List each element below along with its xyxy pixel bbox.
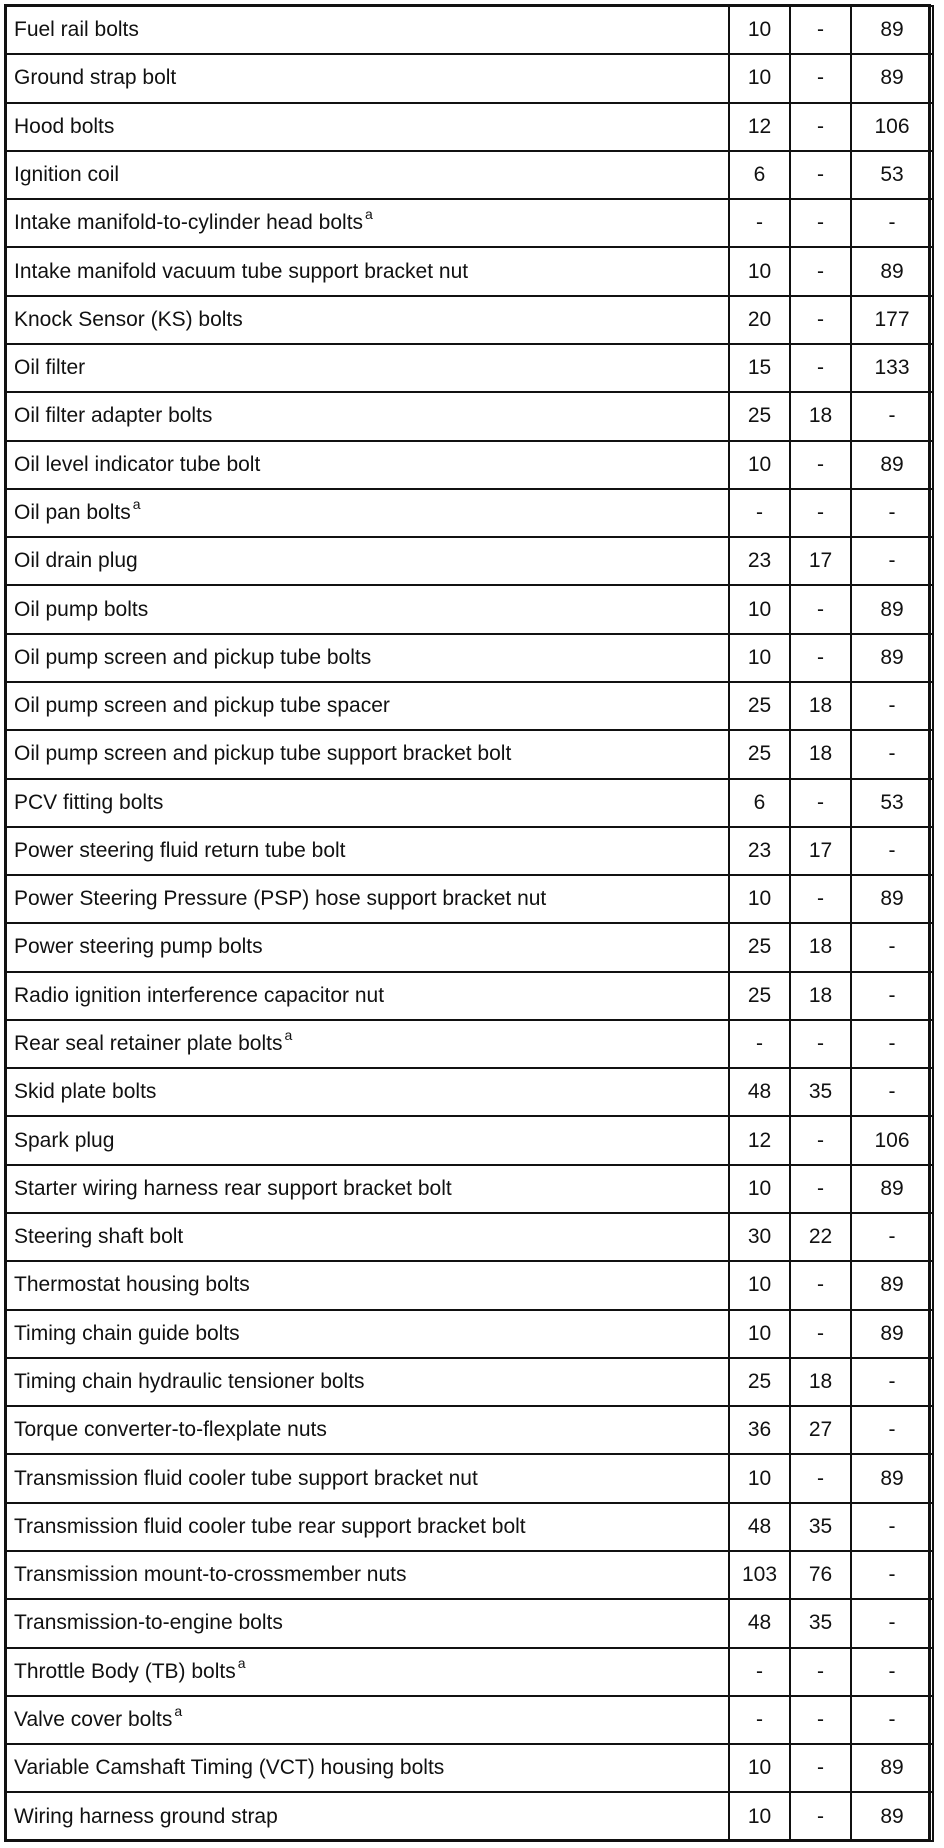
torque-nm-cell: 23 [729,537,790,585]
torque-nm-cell: 23 [729,827,790,875]
component-name: Power steering fluid return tube bolt [14,838,346,862]
component-name-cell [6,779,729,827]
torque-lbin-cell: 53 [851,779,933,827]
torque-nm-cell: 48 [729,1068,790,1116]
torque-lbin-cell: 89 [851,1165,933,1213]
torque-nm-cell: 48 [729,1599,790,1647]
torque-lbin-cell: - [851,1020,933,1068]
table-row [6,1503,933,1551]
torque-lbin-cell: 53 [851,151,933,199]
torque-lbin-cell: 89 [851,54,933,102]
torque-lbin-cell: 89 [851,6,933,54]
component-name: Throttle Body (TB) bolts [14,1659,236,1683]
component-name: Timing chain hydraulic tensioner bolts [14,1370,365,1394]
torque-nm-cell: 6 [729,779,790,827]
torque-nm-cell: 10 [729,1261,790,1309]
torque-nm-cell: 25 [729,923,790,971]
torque-lbft-cell: - [790,634,851,682]
torque-nm-cell: 25 [729,730,790,778]
component-name: Oil pump bolts [14,597,149,621]
torque-lbft-cell: - [790,489,851,537]
component-name-cell [6,247,729,295]
torque-nm-cell: 10 [729,441,790,489]
torque-nm-cell: 25 [729,972,790,1020]
component-name: Transmission mount-to-crossmember nuts [14,1563,407,1587]
component-name-cell [6,1792,729,1841]
torque-nm-cell: 12 [729,1116,790,1164]
table-row [6,151,933,199]
component-name-cell [6,344,729,392]
table-row [6,489,933,537]
component-name-cell [6,296,729,344]
component-name: Oil filter [14,356,86,380]
table-row [6,441,933,489]
component-name: Intake manifold-to-cylinder head bolts [14,211,364,235]
torque-lbft-cell: - [790,1792,851,1841]
footnote-marker: a [284,1027,293,1044]
torque-lbft-cell: - [790,1648,851,1696]
torque-lbft-cell: 35 [790,1068,851,1116]
component-name: Knock Sensor (KS) bolts [14,307,243,331]
torque-nm-cell: 10 [729,1792,790,1841]
torque-lbin-cell: - [851,972,933,1020]
torque-lbin-cell: 89 [851,441,933,489]
torque-lbin-cell: - [851,1358,933,1406]
component-name-cell [6,1744,729,1792]
torque-lbin-cell: - [851,489,933,537]
torque-lbin-cell: 177 [851,296,933,344]
torque-lbin-cell: - [851,1406,933,1454]
component-name: Oil drain plug [14,549,138,573]
torque-lbin-cell: - [851,1696,933,1744]
component-name: Rear seal retainer plate bolts [14,1032,283,1056]
torque-lbft-cell: - [790,247,851,295]
torque-lbin-cell: - [851,1648,933,1696]
torque-nm-cell: 10 [729,875,790,923]
table-row [6,730,933,778]
torque-lbin-cell: 106 [851,103,933,151]
torque-lbft-cell: 17 [790,827,851,875]
torque-lbin-cell: 89 [851,634,933,682]
table-row [6,1261,933,1309]
torque-nm-cell: 36 [729,1406,790,1454]
torque-lbft-cell: - [790,875,851,923]
footnote-marker: a [237,1654,246,1671]
component-name-cell [6,827,729,875]
component-name: Torque converter-to-flexplate nuts [14,1418,327,1442]
torque-lbft-cell: 18 [790,972,851,1020]
torque-nm-cell: - [729,1020,790,1068]
component-name: Transmission-to-engine bolts [14,1611,283,1635]
table-row [6,585,933,633]
component-name: Timing chain guide bolts [14,1321,240,1345]
component-name-cell [6,1503,729,1551]
table-row [6,103,933,151]
torque-lbin-cell: - [851,1551,933,1599]
component-name: Transmission fluid cooler tube rear support bracket bolt [14,1514,526,1538]
component-name-cell [6,682,729,730]
torque-lbft-cell: 18 [790,682,851,730]
torque-lbin-cell: - [851,923,933,971]
table-row [6,392,933,440]
torque-lbin-cell: - [851,1599,933,1647]
table-row [6,199,933,247]
table-row [6,1310,933,1358]
torque-nm-cell: 25 [729,682,790,730]
table-row [6,537,933,585]
table-row [6,1454,933,1502]
torque-lbft-cell: 22 [790,1213,851,1261]
component-name: Oil pan bolts [14,500,131,524]
torque-nm-cell: - [729,1696,790,1744]
torque-lbft-cell: 18 [790,1358,851,1406]
table-row [6,247,933,295]
table-row [6,1213,933,1261]
component-name-cell [6,972,729,1020]
torque-nm-cell: 6 [729,151,790,199]
footnote-marker: a [365,206,373,223]
torque-lbin-cell: - [851,682,933,730]
component-name: Radio ignition interference capacitor nut [14,983,385,1007]
torque-lbft-cell: 17 [790,537,851,585]
component-name-cell [6,585,729,633]
component-name-cell [6,1551,729,1599]
torque-lbin-cell: - [851,537,933,585]
component-name-cell [6,875,729,923]
table-row [6,1406,933,1454]
torque-lbft-cell: - [790,441,851,489]
torque-lbft-cell: 18 [790,730,851,778]
component-name: Power steering pump bolts [14,935,263,959]
table-row [6,827,933,875]
torque-nm-cell: 25 [729,1358,790,1406]
component-name: Skid plate bolts [14,1080,157,1104]
component-name-cell [6,1213,729,1261]
torque-nm-cell: 10 [729,1165,790,1213]
table-row [6,54,933,102]
component-name: Fuel rail bolts [14,18,139,42]
table-row [6,1599,933,1647]
torque-nm-cell: 10 [729,634,790,682]
torque-nm-cell: 10 [729,1744,790,1792]
torque-lbin-cell: 89 [851,585,933,633]
torque-lbft-cell: 18 [790,392,851,440]
torque-lbft-cell: - [790,585,851,633]
table-row [6,1068,933,1116]
table-row [6,634,933,682]
component-name-cell [6,151,729,199]
component-name-cell [6,1406,729,1454]
torque-lbin-cell: 89 [851,1744,933,1792]
component-name: Transmission fluid cooler tube support bracket nut [14,1466,478,1490]
torque-lbft-cell: - [790,1310,851,1358]
component-name: Valve cover bolts [14,1707,173,1731]
component-name-cell [6,1020,729,1068]
torque-lbft-cell: - [790,6,851,54]
component-name-cell [6,392,729,440]
torque-lbft-cell: 76 [790,1551,851,1599]
component-name: Oil pump screen and pickup tube bolts [14,645,372,669]
torque-nm-cell: 20 [729,296,790,344]
torque-spec-table [5,5,934,1842]
table-row [6,779,933,827]
component-name-cell [6,1310,729,1358]
table-row [6,6,933,54]
component-name: Thermostat housing bolts [14,1273,250,1297]
table-row [6,1648,933,1696]
torque-lbft-cell: - [790,1744,851,1792]
torque-lbft-cell: - [790,103,851,151]
torque-lbin-cell: - [851,827,933,875]
component-name: Hood bolts [14,114,115,138]
component-name-cell [6,1116,729,1164]
torque-lbft-cell: - [790,151,851,199]
torque-nm-cell: 30 [729,1213,790,1261]
torque-lbin-cell: 89 [851,247,933,295]
torque-lbin-cell: 89 [851,1792,933,1841]
torque-lbin-cell: 133 [851,344,933,392]
table-row [6,1744,933,1792]
torque-lbft-cell: 35 [790,1599,851,1647]
component-name: Oil filter adapter bolts [14,404,213,428]
component-name-cell [6,489,729,537]
component-name: Variable Camshaft Timing (VCT) housing bolts [14,1756,445,1780]
component-name-cell [6,1454,729,1502]
table-row [6,1792,933,1841]
torque-lbft-cell: - [790,1696,851,1744]
component-name: Ignition coil [14,162,120,186]
table-row [6,344,933,392]
table-row [6,1116,933,1164]
component-name-cell [6,1068,729,1116]
footnote-marker: a [132,495,141,512]
torque-lbft-cell: 18 [790,923,851,971]
component-name: Power Steering Pressure (PSP) hose support bracket nut [14,887,547,911]
torque-lbft-cell: 27 [790,1406,851,1454]
torque-lbft-cell: - [790,1116,851,1164]
torque-lbft-cell: - [790,54,851,102]
table-row [6,923,933,971]
component-name: Oil pump screen and pickup tube spacer [14,694,390,718]
table-row [6,875,933,923]
footnote-marker: a [174,1702,183,1719]
torque-nm-cell: 10 [729,247,790,295]
component-name-cell [6,634,729,682]
component-name-cell [6,199,729,247]
table-row [6,296,933,344]
torque-lbin-cell: - [851,1503,933,1551]
torque-lbft-cell: - [790,1020,851,1068]
torque-nm-cell: 15 [729,344,790,392]
torque-nm-cell: - [729,489,790,537]
component-name: Steering shaft bolt [14,1225,184,1249]
component-name-cell [6,1696,729,1744]
component-name-cell [6,1261,729,1309]
table-row [6,1165,933,1213]
torque-lbin-cell: 89 [851,875,933,923]
torque-lbft-cell: - [790,1261,851,1309]
component-name: Oil pump screen and pickup tube support bracket bolt [14,742,512,766]
torque-lbft-cell: - [790,779,851,827]
component-name-cell [6,537,729,585]
torque-lbft-cell: - [790,296,851,344]
torque-lbft-cell: 35 [790,1503,851,1551]
torque-nm-cell: 12 [729,103,790,151]
torque-lbin-cell: 89 [851,1454,933,1502]
component-name-cell [6,6,729,54]
table-row [6,1551,933,1599]
table-row [6,682,933,730]
torque-nm-cell: 10 [729,54,790,102]
component-name-cell [6,441,729,489]
table-row [6,1696,933,1744]
component-name-cell [6,103,729,151]
component-name-cell [6,1648,729,1696]
torque-lbin-cell: - [851,730,933,778]
torque-lbin-cell: - [851,1068,933,1116]
component-name: Intake manifold vacuum tube support bracket nut [14,259,469,283]
torque-lbft-cell: - [790,1165,851,1213]
torque-lbft-cell: - [790,344,851,392]
torque-nm-cell: 103 [729,1551,790,1599]
torque-lbin-cell: 106 [851,1116,933,1164]
torque-lbin-cell: - [851,1213,933,1261]
component-name-cell [6,1599,729,1647]
torque-lbft-cell: - [790,1454,851,1502]
torque-nm-cell: - [729,1648,790,1696]
torque-lbft-cell: - [790,199,851,247]
component-name-cell [6,1165,729,1213]
component-name-cell [6,1358,729,1406]
torque-lbin-cell: 89 [851,1261,933,1309]
torque-nm-cell: 48 [729,1503,790,1551]
component-name-cell [6,730,729,778]
component-name-cell [6,54,729,102]
table-body [6,6,933,1841]
component-name: Ground strap bolt [14,66,177,90]
table-row [6,1020,933,1068]
torque-nm-cell: 10 [729,1310,790,1358]
torque-nm-cell: 25 [729,392,790,440]
torque-nm-cell: 10 [729,6,790,54]
torque-nm-cell: 10 [729,585,790,633]
component-name: PCV fitting bolts [14,790,164,814]
table-row [6,972,933,1020]
torque-lbin-cell: - [851,199,933,247]
component-name: Spark plug [14,1128,115,1152]
component-name: Starter wiring harness rear support bracket bolt [14,1176,452,1200]
torque-nm-cell: 10 [729,1454,790,1502]
table-row [6,1358,933,1406]
torque-nm-cell: - [729,199,790,247]
component-name: Oil level indicator tube bolt [14,452,261,476]
component-name: Wiring harness ground strap [14,1804,278,1828]
component-name-cell [6,923,729,971]
torque-lbin-cell: - [851,392,933,440]
torque-lbin-cell: 89 [851,1310,933,1358]
